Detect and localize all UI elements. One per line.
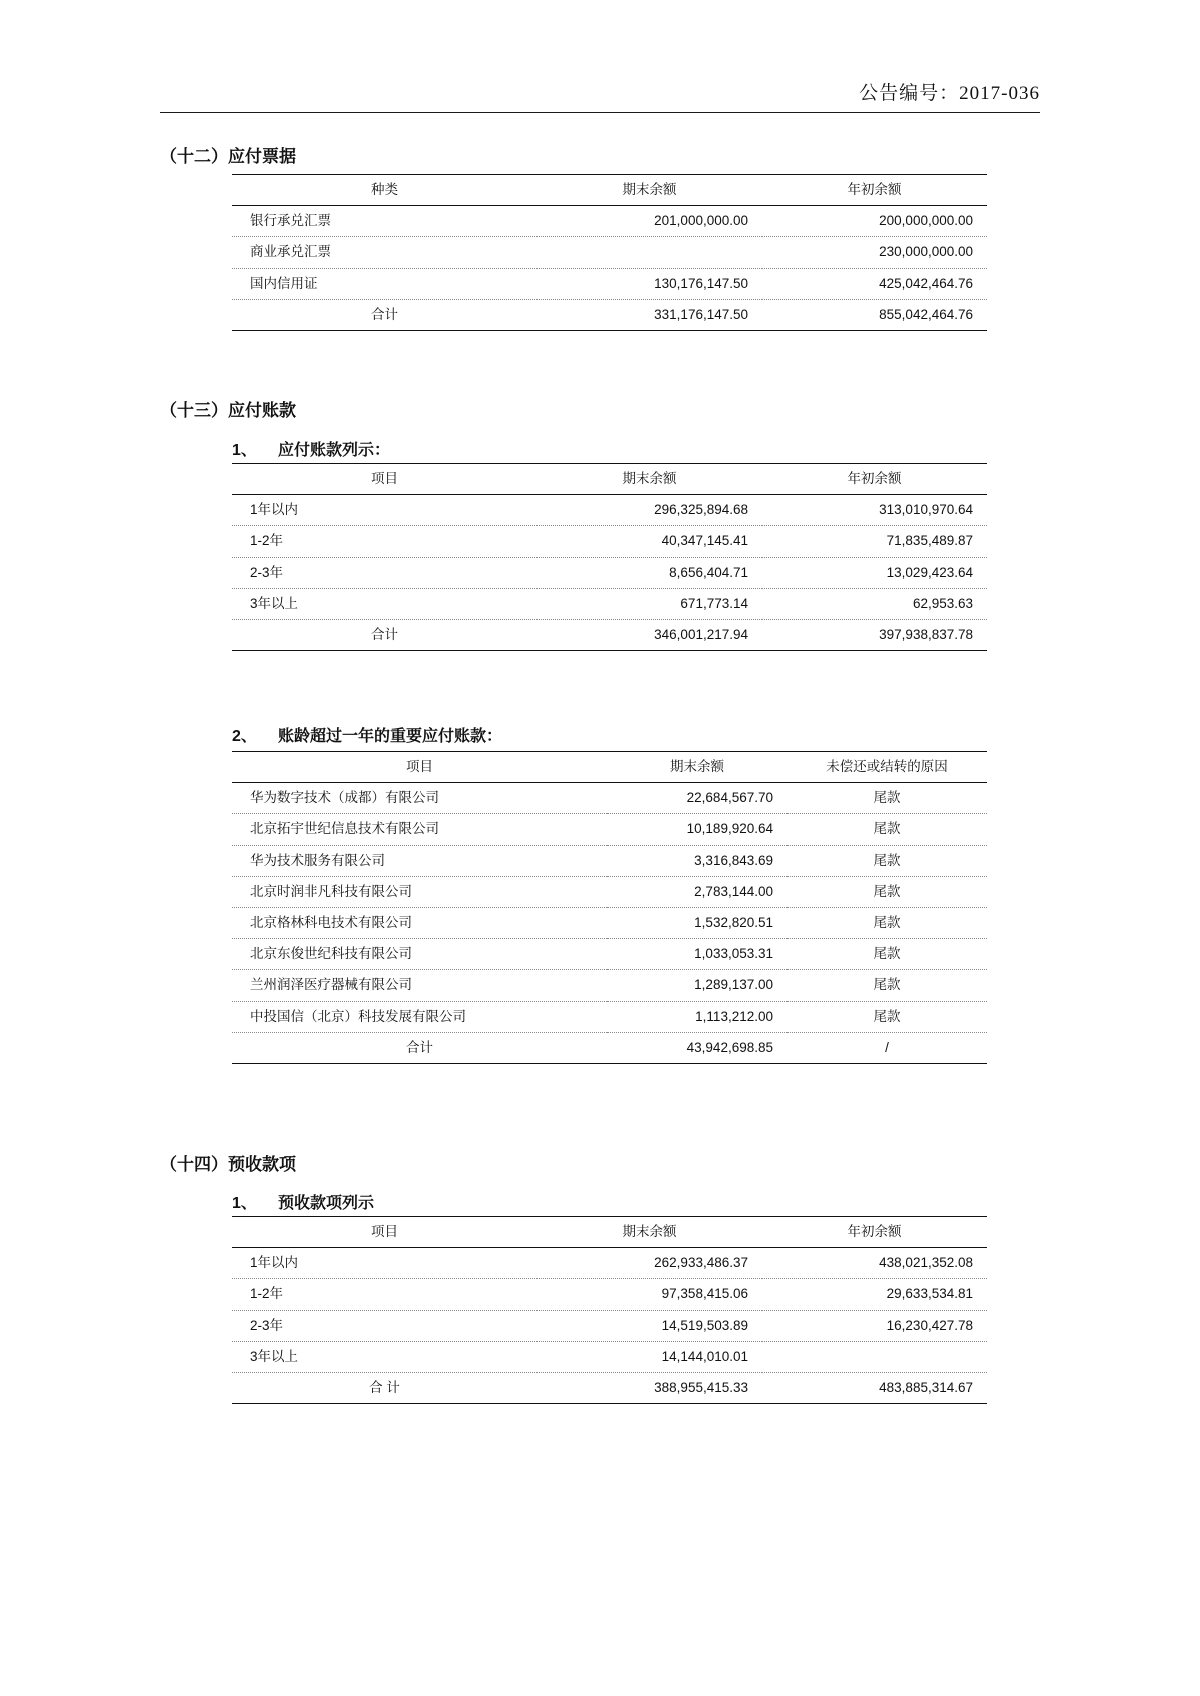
cell-reason: 尾款 bbox=[787, 1001, 987, 1032]
cell-ending-balance: 22,684,567.70 bbox=[607, 783, 787, 814]
cell-ending-balance: 14,144,010.01 bbox=[537, 1341, 762, 1372]
col-header-reason: 未偿还或结转的原因 bbox=[787, 752, 987, 783]
table-row bbox=[232, 1248, 987, 1279]
page-header: 公告编号：2017-036 bbox=[859, 83, 1040, 104]
cell-total-ending: 388,955,415.33 bbox=[537, 1372, 762, 1403]
cell-beginning-balance: 200,000,000.00 bbox=[762, 206, 987, 237]
table-row bbox=[232, 588, 987, 619]
table-row bbox=[232, 1341, 987, 1372]
subsection-number: 1、 bbox=[232, 442, 257, 459]
table-total-row bbox=[232, 1032, 987, 1063]
table-total-row bbox=[232, 1372, 987, 1403]
cell-item: 2-3年 bbox=[232, 1310, 537, 1341]
cell-item: 1-2年 bbox=[232, 526, 537, 557]
table-total-row bbox=[232, 619, 987, 650]
table-row bbox=[232, 206, 987, 237]
table-total-row bbox=[232, 299, 987, 330]
cell-total-label: 合计 bbox=[232, 619, 537, 650]
cell-item: 3年以上 bbox=[232, 588, 537, 619]
table-row bbox=[232, 1001, 987, 1032]
cell-item: 1-2年 bbox=[232, 1279, 537, 1310]
subsection-number: 2、 bbox=[232, 728, 257, 745]
col-header-category: 种类 bbox=[232, 175, 537, 206]
cell-item: 兰州润泽医疗器械有限公司 bbox=[232, 970, 607, 1001]
cell-total-beginning: 483,885,314.67 bbox=[762, 1372, 987, 1403]
subsection-label: 预收款项列示 bbox=[278, 1195, 375, 1212]
cell-ending-balance: 262,933,486.37 bbox=[537, 1248, 762, 1279]
cell-ending-balance: 8,656,404.71 bbox=[537, 557, 762, 588]
cell-total-beginning: 855,042,464.76 bbox=[762, 299, 987, 330]
subsection-label: 账龄超过一年的重要应付账款： bbox=[278, 728, 503, 745]
table-row bbox=[232, 970, 987, 1001]
cell-reason: 尾款 bbox=[787, 783, 987, 814]
cell-item: 3年以上 bbox=[232, 1341, 537, 1372]
cell-ending-balance: 14,519,503.89 bbox=[537, 1310, 762, 1341]
cell-ending-balance: 671,773.14 bbox=[537, 588, 762, 619]
col-header-beginning-balance: 年初余额 bbox=[762, 175, 987, 206]
subsection-accounts-payable-list bbox=[232, 437, 390, 460]
cell-reason: 尾款 bbox=[787, 939, 987, 970]
table-row bbox=[232, 1310, 987, 1341]
section-title-notes-payable: （十二）应付票据 bbox=[160, 147, 296, 166]
cell-category: 银行承兑汇票 bbox=[232, 206, 537, 237]
cell-beginning-balance: 425,042,464.76 bbox=[762, 268, 987, 299]
cell-category: 国内信用证 bbox=[232, 268, 537, 299]
cell-ending-balance: 10,189,920.64 bbox=[607, 814, 787, 845]
cell-beginning-balance: 16,230,427.78 bbox=[762, 1310, 987, 1341]
cell-beginning-balance: 62,953.63 bbox=[762, 588, 987, 619]
cell-total-label: 合 计 bbox=[232, 1372, 537, 1403]
cell-reason: 尾款 bbox=[787, 876, 987, 907]
cell-item: 1年以内 bbox=[232, 1248, 537, 1279]
cell-beginning-balance: 438,021,352.08 bbox=[762, 1248, 987, 1279]
cell-ending-balance: 3,316,843.69 bbox=[607, 845, 787, 876]
cell-total-label: 合计 bbox=[232, 299, 537, 330]
table-row bbox=[232, 268, 987, 299]
table-header-row bbox=[232, 175, 987, 206]
table-accounts-payable-aging bbox=[232, 463, 987, 651]
table-advances-aging bbox=[232, 1216, 987, 1404]
cell-item: 北京拓宇世纪信息技术有限公司 bbox=[232, 814, 607, 845]
cell-reason: 尾款 bbox=[787, 907, 987, 938]
cell-reason: 尾款 bbox=[787, 970, 987, 1001]
table-aged-payables bbox=[232, 751, 987, 1064]
col-header-ending-balance: 期末余额 bbox=[537, 175, 762, 206]
cell-item: 2-3年 bbox=[232, 557, 537, 588]
cell-ending-balance: 40,347,145.41 bbox=[537, 526, 762, 557]
subsection-number: 1、 bbox=[232, 1195, 257, 1212]
cell-total-label: 合计 bbox=[232, 1032, 607, 1063]
col-header-item: 项目 bbox=[232, 752, 607, 783]
table-row bbox=[232, 814, 987, 845]
table-row bbox=[232, 907, 987, 938]
cell-reason: 尾款 bbox=[787, 845, 987, 876]
cell-beginning-balance: 29,633,534.81 bbox=[762, 1279, 987, 1310]
table-row bbox=[232, 526, 987, 557]
table-row bbox=[232, 876, 987, 907]
col-header-ending-balance: 期末余额 bbox=[537, 464, 762, 495]
table-row bbox=[232, 939, 987, 970]
col-header-item: 项目 bbox=[232, 464, 537, 495]
cell-total-ending: 43,942,698.85 bbox=[607, 1032, 787, 1063]
cell-item: 北京东俊世纪科技有限公司 bbox=[232, 939, 607, 970]
col-header-item: 项目 bbox=[232, 1217, 537, 1248]
cell-ending-balance: 2,783,144.00 bbox=[607, 876, 787, 907]
table-header-row bbox=[232, 464, 987, 495]
table-row bbox=[232, 1279, 987, 1310]
cell-category: 商业承兑汇票 bbox=[232, 237, 537, 268]
col-header-beginning-balance: 年初余额 bbox=[762, 1217, 987, 1248]
section-title-advances-received: （十四）预收款项 bbox=[160, 1155, 296, 1174]
header-divider bbox=[160, 112, 1040, 113]
cell-ending-balance: 1,113,212.00 bbox=[607, 1001, 787, 1032]
table-row bbox=[232, 495, 987, 526]
table-row bbox=[232, 783, 987, 814]
cell-beginning-balance: 13,029,423.64 bbox=[762, 557, 987, 588]
cell-item: 北京格林科电技术有限公司 bbox=[232, 907, 607, 938]
cell-ending-balance: 130,176,147.50 bbox=[537, 268, 762, 299]
table-row bbox=[232, 845, 987, 876]
subsection-aged-over-one-year bbox=[232, 723, 502, 746]
cell-total-ending: 331,176,147.50 bbox=[537, 299, 762, 330]
cell-total-ending: 346,001,217.94 bbox=[537, 619, 762, 650]
cell-beginning-balance bbox=[762, 1341, 987, 1372]
cell-item: 北京时润非凡科技有限公司 bbox=[232, 876, 607, 907]
subsection-advances-list bbox=[232, 1190, 374, 1213]
cell-ending-balance: 296,325,894.68 bbox=[537, 495, 762, 526]
col-header-ending-balance: 期末余额 bbox=[607, 752, 787, 783]
cell-item: 华为数字技术（成都）有限公司 bbox=[232, 783, 607, 814]
table-row bbox=[232, 237, 987, 268]
cell-ending-balance: 201,000,000.00 bbox=[537, 206, 762, 237]
cell-ending-balance: 1,289,137.00 bbox=[607, 970, 787, 1001]
table-header-row bbox=[232, 752, 987, 783]
cell-ending-balance: 97,358,415.06 bbox=[537, 1279, 762, 1310]
section-title-accounts-payable: （十三）应付账款 bbox=[160, 401, 296, 420]
col-header-ending-balance: 期末余额 bbox=[537, 1217, 762, 1248]
cell-beginning-balance: 313,010,970.64 bbox=[762, 495, 987, 526]
cell-total-beginning: 397,938,837.78 bbox=[762, 619, 987, 650]
col-header-beginning-balance: 年初余额 bbox=[762, 464, 987, 495]
cell-ending-balance bbox=[537, 237, 762, 268]
subsection-label: 应付账款列示： bbox=[278, 442, 391, 459]
cell-item: 中投国信（北京）科技发展有限公司 bbox=[232, 1001, 607, 1032]
cell-ending-balance: 1,532,820.51 bbox=[607, 907, 787, 938]
cell-beginning-balance: 71,835,489.87 bbox=[762, 526, 987, 557]
cell-item: 1年以内 bbox=[232, 495, 537, 526]
cell-item: 华为技术服务有限公司 bbox=[232, 845, 607, 876]
cell-beginning-balance: 230,000,000.00 bbox=[762, 237, 987, 268]
cell-ending-balance: 1,033,053.31 bbox=[607, 939, 787, 970]
cell-total-reason: / bbox=[787, 1032, 987, 1063]
cell-reason: 尾款 bbox=[787, 814, 987, 845]
table-header-row bbox=[232, 1217, 987, 1248]
table-row bbox=[232, 557, 987, 588]
table-notes-payable bbox=[232, 174, 987, 331]
